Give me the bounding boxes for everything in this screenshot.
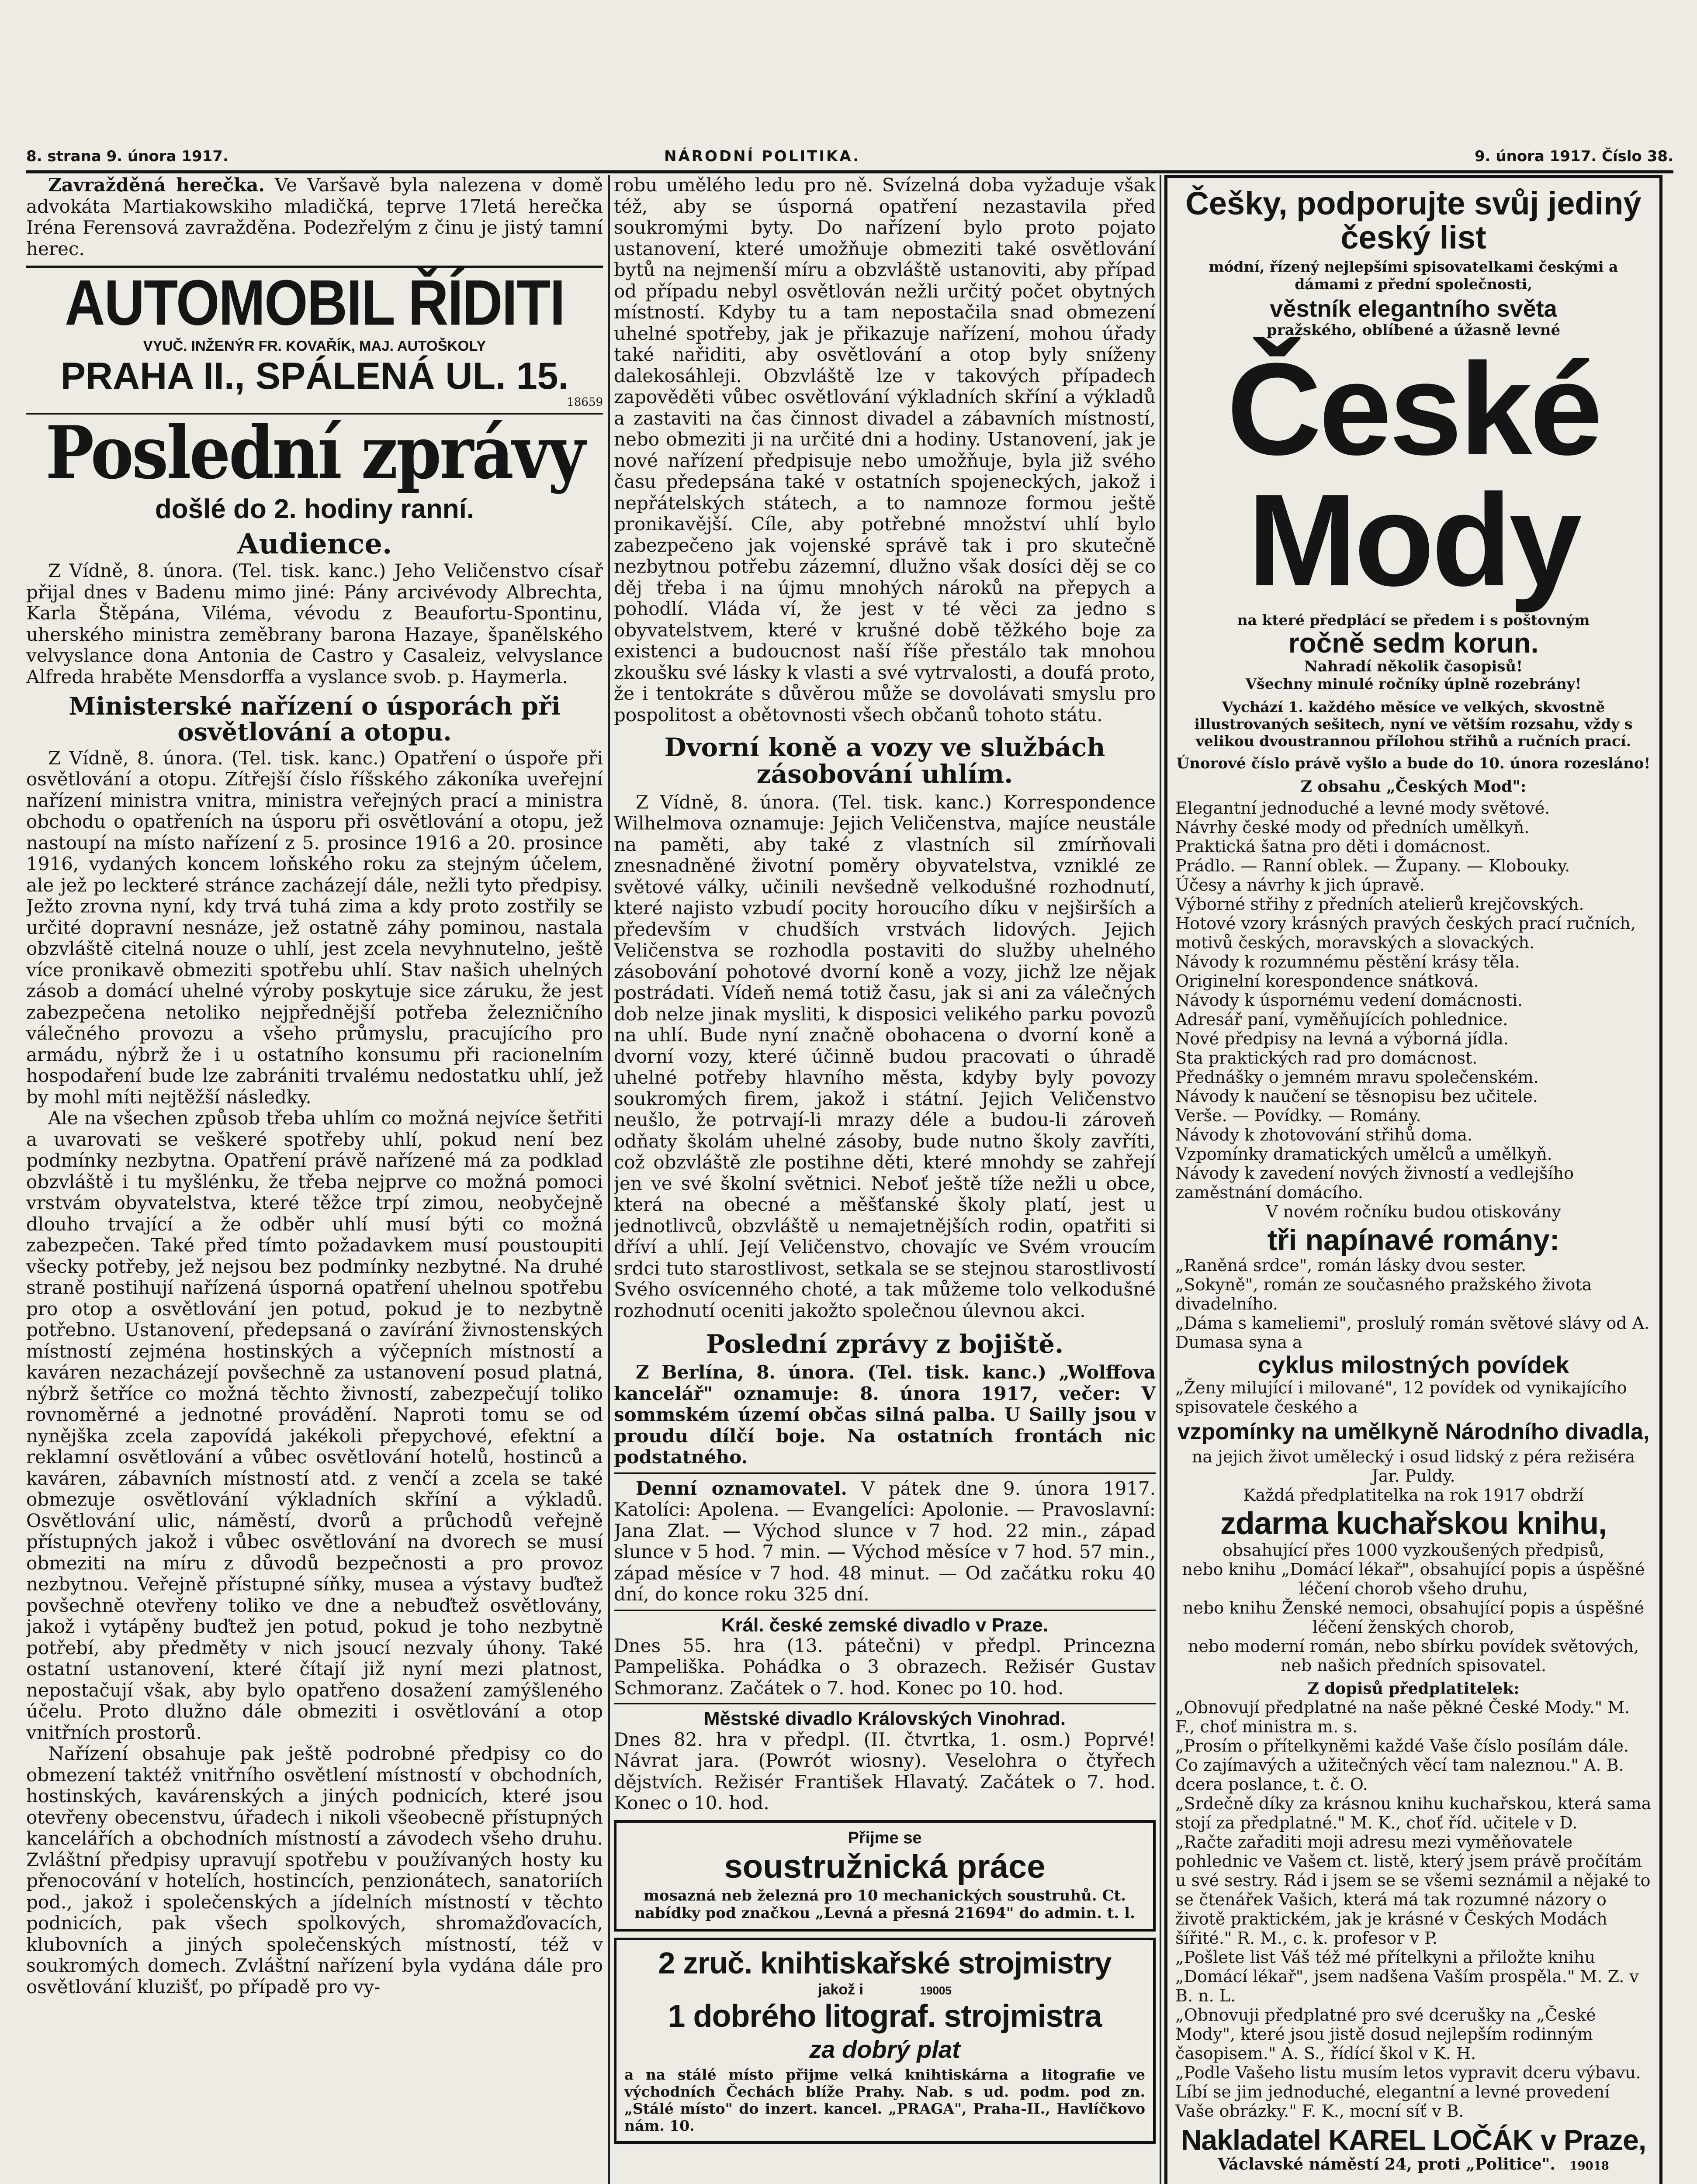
list-item: „Dáma s kameliemi", proslulý román světové slávy od A. Dumasa syna a: [1175, 1313, 1650, 1352]
list-item: „Prosím o přítelkyněmi každé Vaše číslo posílám dále. Co zajímavých a užitečných věcí tam naleznou." A. B. dcera poslance, t. č. O.: [1175, 1736, 1629, 1794]
driving-ad-title: AUTOMOBIL ŘÍDITI: [65, 267, 565, 339]
list-item: „Srdečně díky za krásnou knihu kuchařskou, která sama stojí za předplatné." M. K., choť říd. učitele v D.: [1175, 1794, 1652, 1832]
mody-sold-out: Všechny minulé ročníky úplně rozebrány!: [1245, 675, 1582, 692]
list-item: „Raněná srdce", román lásky dvou sester.: [1175, 1256, 1527, 1275]
divider: [614, 1472, 1156, 1474]
driving-ad-address: PRAHA II., SPÁLENÁ UL. 15.: [60, 355, 569, 397]
column-rule-2: [1160, 175, 1161, 2184]
list-item: Návrhy české mody od předních umělkyň.: [1175, 817, 1530, 837]
list-item: „Sokyně", román ze současného pražského života divadelního.: [1175, 1275, 1592, 1314]
murder-lead: Zavražděná herečka.: [48, 175, 265, 196]
list-item: na jejich život umělecký i osud lidský z péra režiséra Jar. Puldy.: [1191, 1447, 1635, 1486]
header-page-date: 8. strana 9. února 1917.: [26, 148, 229, 165]
news-subtitle: došlé do 2. hodiny ranní.: [155, 494, 474, 524]
list-item: Výborné střihy z předních atelierů krejčovských.: [1175, 894, 1584, 914]
list-item: V novém ročníku budou otiskovány: [1266, 1202, 1561, 1221]
divider: [614, 1703, 1156, 1704]
list-item: „Ženy milující i milované", 12 povídek od vynikajícího spisovatele českého a: [1175, 1378, 1627, 1417]
list-item: Každá předplatitelka na rok 1917 obdrží: [1243, 1486, 1584, 1505]
header-issue: 9. února 1917. Číslo 38.: [1474, 148, 1673, 165]
lathe-hire: Přijme se: [848, 1828, 922, 1847]
printer-line2: 1 dobrého litograf. strojmistra: [668, 1999, 1102, 2034]
ministry-continued: robu umělého ledu pro ně. Svízelná doba vyžaduje však též, aby se úsporná opatření nezastavila před soukromými byty. Do nařízení bylo proto pojato ustanovení, které umožňuje obmeziti také osvětlování bytů na nejmenší míru a obzvláště ustanoviti, aby případ od případu nebyl osvětlován nežli určitý počet obytných místností. Kdyby tu a tam nepostačila snad obmezení uhelné spotřeby, jak je přikazuje nařízení, mohou úřady také nařiditi, aby osvětlování a otop byly sníženy dalekosáhleji. Obzvláště lze v takových případech zapověděti vůbec osvětlování výkladních skříní a výkladů a zastaviti na čas činnost divadel a zábavních místností, nebo obmeziti ji na určité dni a hodiny. Ustanovení, jak je nové nařízení předpisuje nebo umožňuje, byla již svého času předepsána také v ostatních spojeneckých, jakož i nepřátelských státech, a to namnoze formou ještě pronikavější. Cíle, aby potřebné množství uhlí bylo zabezpečeno jak vojenské správě tak i pro skutečně nezbytnou potřebu zázemní, dlužno však dosíci děj se co děj třeba i na újmu mnohých nároků na přepych a pohodlí. Vláda ví, že jest v té věci za jedno s obyvatelstvem, které v krušné době těžkého boje za existenci a budoucnost naší říše přestálo tak mnohou zkoušku své lásky k vlasti a své vytrvalosti, a doufá proto, že i tentokráte s důvěrou může se dovolávati smyslu pro pospolitost a obětovnosti všech občanů tohoto státu.: [614, 175, 1156, 726]
list-item: Elegantní jednoduché a levné mody světové.: [1175, 798, 1550, 818]
list-item: Praktická šatna pro děti i domácnost.: [1175, 836, 1491, 856]
list-item: Návody k zavedení nových živností a vedlejšího zaměstnání domácího.: [1175, 1163, 1574, 1202]
list-item: nebo moderní román, nebo sbírku povídek světových, neb našich předních spisovatel.: [1188, 1636, 1639, 1675]
column-2: [614, 175, 1156, 2184]
mody-big-title-2: Mody: [1247, 466, 1579, 613]
list-item: Prádlo. — Ranní oblek. — Župany. — Klobouky.: [1175, 856, 1570, 875]
list-item: „Pošlete list Váš též mé přítelkyni a přiložte knihu „Domácí lékař", jsem nadšena Vaším prospěla." M. Z. v B. n. L.: [1175, 1947, 1639, 2005]
list-item: cyklus milostných povídek: [1257, 1351, 1569, 1379]
ministry-p2: Ale na všechen způsob třeba uhlím co možná nejvíce šetřiti a uvarovati se veškeré spotřeby uhlí, pokud není bez podmínky nezbytna. Opatření právě nařízené má za podklad obzvláště i tu myšlénku, že třeba nejprve co možná pomoci vrstvám obyvatelstva, které těžce trpí zimou, neobyčejně dlouho trvající a že odběr uhlí musí býti co možná zabezpečen. Také před tímto požadavkem musí poustoupiti všecky potřeby, jež nejsou bez podmínky nezbytné. Na druhé straně postihují nařízená úsporná opatření uhelnou spotřebu pro otop a osvětlování jen potud, pokud je to nezbytně potřebno. Ustanovení, předepsaná o zavírání živnostenských místností zejména hostinských a výčepních místností a kaváren nezacházejí povšechně za ustanovení posud platná, nýbrž šetříce co možná těchto živností, zabezpečují toliko rovnoměrné a jednotné provádění. Naproti tomu se od nynějška zcela zapovídá jakékoli přepychové, efektní a reklamní osvětlování a vůbec osvětlování hotelů, hostinců a kaváren, zábavních místností atd. z venčí a zcela se také obmezuje osvětlování výkladních skříní a výkladů. Osvětlování ulic, náměstí, dvorů a průchodů veřejně přístupných jakož i vůbec osvětlování na dvorech se musí obmeziti na míru z důvodů bezpečnosti a pro provoz nezbytnou. Veřejně přístupné síňky, musea a výstavy buďtež povšechně otevřeny toliko ve dne a nebuďtež osvětlovány, jakož i vytápěny buďtež jen potud, pokud je toho nezbytně potřebí, aby předměty v nich jsoucí nezvaly úhony. Také ostatní ustanovení, které čítají již nyní mezi platnost, nepostačují však, aby bylo opatřeno dosažení zamýšleného účelu. Proto dlužno dále obmeziti i osvětlování a otop vnitřních prostorů.: [26, 1107, 603, 1743]
daily-title: Denní oznamovatel.: [636, 1477, 847, 1499]
lathe-text: mosazná neb železná pro 10 mechanických soustruhů. Ct. nabídky pod značkou „Levná a přesná 21694" do admin. t. l.: [634, 1887, 1135, 1922]
theatre1-title: Král. české zemské divadlo v Praze.: [721, 1614, 1049, 1636]
list-item: vzpomínky na umělkyně Národního divadla,: [1177, 1419, 1650, 1445]
printer-number: 19005: [920, 1984, 952, 1997]
mody-subhead: módní, řízený nejlepšími spisovatelkami českými a dámami z přední společnosti,: [1209, 258, 1618, 293]
list-item: nebo knihu „Domácí lékař", obsahující popis a úspěšné léčení chorob všeho druhu,: [1182, 1559, 1645, 1598]
ministry-p1: Z Vídně, 8. února. (Tel. tisk. kanc.) Opatření o úspoře při osvětlování a otopu. Zítřejší číslo říšského zákoníka uveřejní nařízení ministra vnitra, ministra veřejných prací a ministra obchodu o opatřeních na úsporu při osvětlování a otopu, jež nastoupí na místo nařízení z 5. prosince 1916 a 20. prosince 1916, vydaných koncem loňského roku za stejným účelem, ale jež po leckteré stránce zacházejí dále, nežli tyto předpisy. Ježto zrovna nyní, kdy trvá tuhá zima a kdy proto zostřily se určité dopravní nesnáze, jež ostatně záhy pominou, nastala obzvláště citelná nouze o uhlí, jest zcela nevyhnutelno, ještě více pronikavě obmeziti spotřebu uhlí. Stav našich uhelných zásob a domácí uhelné výroby poskytuje sice záruku, že jest zabezpečena netoliko nejpřednější potřeba železničního válečného provozu a všeho průmyslu, pracujícího pro armádu, nýbrž že i u ostatního konsumu při racionelním hospodaření bude lze zabrániti trvalému nedostatku uhlí, jež by mohl míti nejtěžší následky.: [26, 747, 603, 1108]
list-item: Verše. — Povídky. — Romány.: [1175, 1106, 1421, 1125]
printer-ad: [614, 1938, 1156, 2144]
list-item: „Račte zařaditi moji adresu mezi vyměňovatele pohlednic ve Vašem ct. listě, který jsem právě pročítám u své sestry. Rád i jsem se se všemi seznámil a nějaké to se čtenářek Vašich, která má tak rozumné názory o životě praktickém, jak je krásné v Českých Modách šířité." R. M., c. k. profesor v P.: [1175, 1832, 1651, 1948]
mody-publication-info: Vychází 1. každého měsíce ve velkých, skvostně illustrovaných sešitech, nyní ve větším rozsahu, vždy s velikou dvoustrannou přílohou střihů a ručních prací.: [1194, 698, 1633, 750]
column-1: [26, 175, 603, 2184]
list-item: „Obnovuji předplatné pro své dcerušky na „České Mody", které jsou jistě dosud nejlepším rodinným časopisem." A. S., řídící škol v K. H.: [1175, 2005, 1596, 2063]
mody-february-issue: Únorové číslo právě vyšlo a bude do 10. února rozesláno!: [1176, 754, 1651, 772]
list-item: Vzpomínky dramatických umělců a umělkyň.: [1175, 1144, 1552, 1164]
mody-cookbook-list: [1175, 1541, 1652, 1675]
list-item: Účesy a návrhy k jich úpravě.: [1175, 875, 1425, 895]
list-item: Adresář paní, vyměňujících pohlednice.: [1175, 1009, 1508, 1029]
mody-price: ročně sedm korun.: [1288, 627, 1539, 659]
printer-line1: 2 zruč. knihtiskařské strojmistry: [658, 1946, 1112, 1980]
murder-news: [26, 175, 603, 259]
mody-cookbook-title: zdarma kuchařskou knihu,: [1220, 1506, 1607, 1541]
mody-address: [1175, 2155, 1652, 2174]
list-item: obsahující přes 1000 vyzkoušených předpisů,: [1222, 1540, 1605, 1560]
list-item: Přednášky o jemném mravu společenském.: [1175, 1067, 1539, 1087]
mody-novels-title: tři napínavé romány:: [1267, 1223, 1560, 1257]
list-item: nebo knihu Ženské nemoci, obsahující popis a úspěšné léčení ženských chorob,: [1183, 1598, 1644, 1637]
news-title: Poslední zprávy: [45, 410, 584, 495]
murder-text: Ve Varšavě byla nalezena v domě advokáta Martiakowskiho mladičká, teprve 17letá herečka Iréna Ferensová zavražděna. Podezřelým z činu je jistý tamní herec.: [26, 175, 603, 259]
printer-line3: za dobrý plat: [809, 2035, 960, 2063]
mody-ad-number: 19018: [1569, 2160, 1609, 2173]
column-3: [1164, 175, 1671, 2184]
lathe-ad: [614, 1820, 1156, 1932]
divider: [614, 1610, 1156, 1611]
driving-ad-sub: VYUČ. INŽENÝR FR. KOVAŘÍK, MAJ. AUTOŠKOLY: [143, 338, 486, 354]
list-item: „Obnovují předplatné na naše pěkné České Mody." M. F., choť ministra m. s.: [1175, 1697, 1630, 1736]
mody-tagline: věstník elegantního světa: [1270, 296, 1557, 322]
front-title: Poslední zprávy z bojiště.: [706, 1329, 1064, 1359]
daily-text: V pátek dne 9. února 1917. Katolíci: Apolena. — Evangelíci: Apolonie. — Pravoslavní: Jana Zlat. — Východ slunce v 7 hod. 22 min., západ slunce v 5 hod. 7 min. — Východ měsíce v 7 hod. 57 min., západ měsíce v 7 hod. 48 minut. — Od začátku roku 40 dní, do konce roku 325 dní.: [614, 1477, 1156, 1605]
list-item: Návody k rozumnému pěstění krásy těla.: [1175, 952, 1520, 971]
theatre2-title: Městské divadlo Královských Vinohrad.: [703, 1708, 1066, 1730]
driving-ad-number: 18659: [567, 396, 603, 409]
ministry-p3: Nařízení obsahuje pak ještě podrobné předpisy co do obmezení taktéž vnitřního osvětlení místností v obchodních, hostinských, kavárenských a jiných podnicích, které jsou otevřeny obecenstvu, úřadech i nikoli všeobecně přístupných kancelářích a obchodních místností a závodech všeho druhu. Zvláštní předpisy upravují spotřebu v používaných hosty ku přenocování v hotelích, hostincích, penzionátech, sanatoriích pod., jakož i společenských a jídelních místností v těchto podnicích, pak všech spolkových, shromažďovacích, klubovních a jiných společenských místností, též v soukromých domech. Zvláštní nařízení byla vydána dále pro osvětlování kluzišť, po případě pro vy-: [26, 1743, 603, 1997]
ceske-mody-ad: [1164, 175, 1662, 2184]
list-item: Originelní korespondence snátková.: [1175, 971, 1479, 991]
column-rule-1: [608, 175, 610, 2184]
theatre2-text: Dnes 82. hra v předpl. (II. čtvrtka, 1. osm.) Poprvé! Návrat jara. (Powrót wiosny). Veselohra o čtyřech dějstvích. Režisér František Hlavatý. Začátek o 7. hod. Konec o 10. hod.: [614, 1728, 1156, 1814]
header-masthead: NÁRODNÍ POLITIKA.: [664, 148, 861, 165]
list-item: Sta praktických rad pro domácnost.: [1175, 1048, 1478, 1068]
list-item: Návody k naučení se těsnopisu bez učitele.: [1175, 1086, 1538, 1106]
list-item: Návody k zhotovování střihů doma.: [1175, 1125, 1473, 1144]
mody-big-title-1: České: [1226, 335, 1600, 482]
printer-hire: [624, 1982, 1145, 1998]
list-item: Nové předpisy na levná a výborná jídla.: [1175, 1029, 1509, 1048]
horses-title: Dvorní koně a vozy ve službách zásobování uhlím.: [664, 733, 1105, 789]
audience-text: Z Vídně, 8. února. (Tel. tisk. kanc.) Jeho Veličenstvo císař přijal dnes v Badenu mimo jiné: Pány arcivévody Albrechta, Karla Štěpána, Viléma, vévodu z Beaufortu-Spontinu, uherského ministra zeměbrany barona Hazaye, španělského velvyslance dona Antonia de Castro y Casaleiz, velvyslance Alfreda hraběte Mensdorffa a vyslance svob. p. Haymerla.: [26, 560, 603, 688]
daily-notice: [614, 1478, 1156, 1605]
horses-text: Z Vídně, 8. února. (Tel. tisk. kanc.) Korrespondence Wilhelmova oznamuje: Jejich Veličenstva, majíce neustále na paměti, aby také z vlastních sil zmírňovali znesnadněné životní poměry obyvatelstva, vzniklé ze světové války, učinili nevšedně velkodušné rozhodnutí, které najisto vzbudí pocity horoucího díku v nejširších a především v chudších vrstvách lidových. Jejich Veličenstva se rozhodla postaviti do služby uhelného zásobování pohotové dvorní koně a vozy, jichž lze nějak postrádati. Vídeň nemá totiž času, jak si ani za válečných dob nelze jinak mysliti, k disposici velikého parku povozů na uhlí. Bude nyní značně obohacena o dvorní koně a dvorní vozy, které účinně budou pracovati o úhradě uhelné potřeby hlavního města, kdyby byly povozy soukromých firem, jakož i státní. Jejich Veličenstvo neušlo, že potrvají-li mrazy déle a budou-li zároveň odňaty školám uhelné zásoby, bude nutno školy zavříti, což obzvláště zle postihne děti, které mnohdy se zahřejí jen ve své školní světnici. Neboť ještě tíže nežli u obce, která na obecné a měšťanské školy platí, jest u jednotlivců, obzvláště u nemajetnějších rodin, opatřiti si dříví a uhlí. Její Veličenstvo, chovajíc ve Svém vroucím srdci tuto starostlivost, setkala se se stejnou starostlivostí Svého osvícenného choté, a tak můžeme tolo velkodušné rozhodnutí oceniti jakožto společnou úlevnou akci.: [614, 791, 1156, 1321]
lathe-title: soustružnická práce: [724, 1848, 1046, 1886]
printer-text: a na stálé místo přijme velká knihtiskárna a litografie ve východních Čechách blíže Prahy. Nab. s ud. podm. pod zn. „Stálé místo" do inzert. kancel. „PRAGA", Praha-II., Havlíčkovo nám. 10.: [624, 2066, 1145, 2134]
mody-publisher: Nakladatel KAREL LOČÁK v Praze,: [1181, 2123, 1646, 2156]
mody-contents-title: Z obsahu „Českých Mod":: [1300, 777, 1527, 796]
mody-contents-list: [1175, 798, 1652, 1221]
mody-price-intro: na které předplácí se předem i s poštovným: [1237, 611, 1590, 629]
mody-novels-list: [1175, 1256, 1652, 1505]
page-header: [26, 131, 1673, 173]
mody-tagline2: pražského, oblíbené a úžasně levné: [1266, 321, 1561, 339]
list-item: Návody k úspornému vedení domácnosti.: [1175, 990, 1523, 1010]
driving-school-ad: [26, 267, 603, 409]
audience-title: Audience.: [237, 527, 392, 560]
printer-hire-text: jakož i: [818, 1981, 864, 1998]
list-item: Hotové vzory krásných pravých českých prací ručních, motivů českých, moravských a slovackých.: [1175, 913, 1636, 952]
list-item: „Podle Vašeho listu musím letos vypravit dceru výbavu. Líbí se jim jednoduché, elegantní a levné provedení Vaše obrázky." F. K., mocní síť v B.: [1175, 2063, 1641, 2121]
theatre1-text: Dnes 55. hra (13. pátečni) v předpl. Princezna Pampeliška. Pohádka o 3 obrazech. Režisér Gustav Schmoranz. Začátek o 7. hod. Konec po 10. hod.: [614, 1635, 1156, 1699]
ministry-title: Ministerské nařízení o úsporách při osvětlování a otopu.: [69, 692, 561, 746]
mody-replaces: Nahradí několik časopisů!: [1304, 657, 1523, 675]
front-text: Z Berlína, 8. února. (Tel. tisk. kanc.) „Wolffova kancelář" oznamuje: 8. února 1917, večer: V sommském území občas silná palba. U Sailly jsou v proudu dílčí boje. Na ostatních frontách nic podstatného.: [614, 1362, 1156, 1468]
mody-address-text: Václavské náměstí 24, proti „Politice".: [1218, 2155, 1555, 2174]
mody-letters-title: Z dopisů předplatitelek:: [1307, 1679, 1520, 1698]
mody-letters-list: [1175, 1698, 1652, 2121]
mody-headline: Češky, podporujte svůj jediný český list: [1185, 185, 1642, 256]
